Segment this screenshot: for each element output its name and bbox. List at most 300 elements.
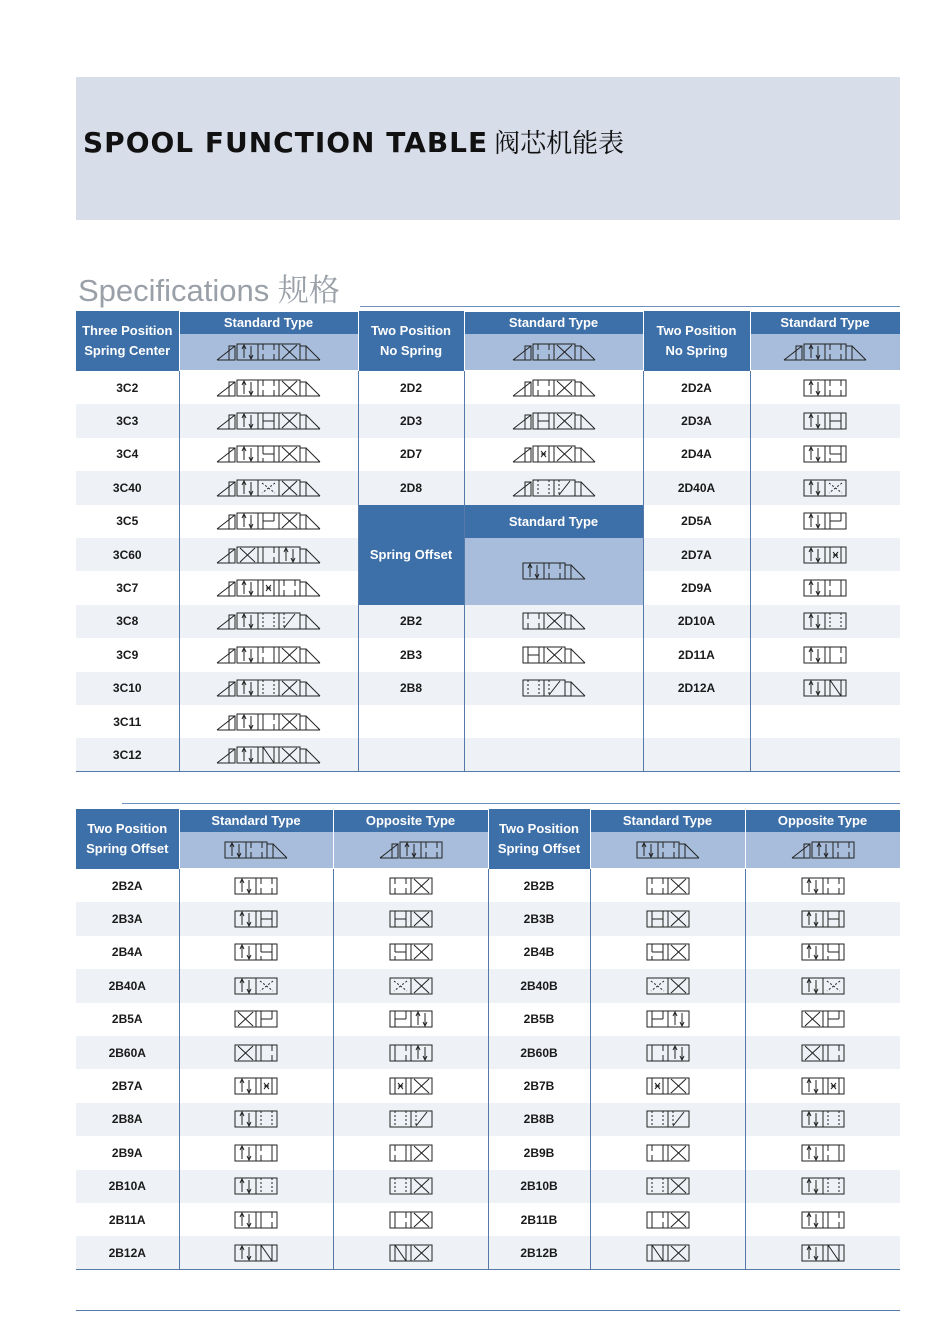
spool-table-1 (76, 311, 901, 772)
spool-symbol-icon (233, 1210, 279, 1230)
model-code (488, 1203, 590, 1236)
spool-symbol-icon (215, 678, 322, 698)
model-code (643, 505, 750, 538)
spool-symbol-icon (511, 342, 597, 362)
page-title-cn: 阀芯机能表 (494, 129, 625, 159)
model-code (488, 936, 590, 969)
section-title: Specifications 规格 (78, 273, 340, 308)
table-row (76, 404, 900, 437)
header-three-position: Three Position Spring Center (76, 311, 179, 371)
table-row (76, 1136, 900, 1169)
table-row (76, 738, 900, 771)
model-code (643, 471, 750, 504)
spool-symbol-icon (233, 876, 279, 896)
model-code (76, 571, 179, 604)
model-code-label: 3C4 (116, 447, 139, 462)
spool-symbol-icon (388, 1210, 434, 1230)
header-standard-type: Standard Type (750, 311, 900, 371)
spool-symbol-icon (645, 876, 691, 896)
page-title: SPOOL FUNCTION TABLE 阀芯机能表 (83, 126, 625, 159)
model-code (488, 1036, 590, 1069)
model-code (488, 1069, 590, 1102)
spool-symbol-icon (802, 411, 848, 431)
symbol-cell (745, 1136, 900, 1169)
spool-symbol-icon (800, 876, 846, 896)
footer-divider (76, 1310, 900, 1311)
model-code (488, 902, 590, 935)
spool-symbol-icon (215, 545, 322, 565)
spool-symbol-icon (802, 611, 848, 631)
symbol-cell (464, 404, 643, 437)
model-code-label: 2B9A (111, 1145, 143, 1160)
model-code (643, 404, 750, 437)
spool-symbol-icon (635, 840, 701, 860)
spool-symbol-icon (378, 840, 444, 860)
model-code (76, 471, 179, 504)
symbol-cell (179, 505, 358, 538)
header-standard-type: Standard Type (590, 809, 745, 869)
model-code (488, 1136, 590, 1169)
symbol-cell (179, 672, 358, 705)
symbol-cell (464, 471, 643, 504)
model-code-label: 2D2A (681, 380, 712, 395)
symbol-cell (750, 538, 900, 571)
model-code-label: 3C5 (116, 514, 139, 529)
table-row (76, 538, 900, 571)
model-code (76, 969, 179, 1002)
divider (360, 306, 900, 307)
symbol-cell (333, 1136, 488, 1169)
symbol-cell (179, 969, 333, 1002)
spool-symbol-icon (233, 1009, 279, 1029)
spool-symbol-icon (388, 976, 434, 996)
model-code (76, 1069, 179, 1102)
spool-symbol-icon (511, 444, 597, 464)
symbol-cell (179, 1203, 333, 1236)
spool-symbol-icon (233, 909, 279, 929)
model-code-label: 2B7A (111, 1079, 143, 1094)
spool-symbol-icon (215, 378, 322, 398)
spool-symbol-icon (802, 678, 848, 698)
symbol-cell (590, 902, 745, 935)
symbol-cell (179, 738, 358, 771)
symbol-cell (333, 1236, 488, 1269)
model-code-label: 2B11B (520, 1212, 558, 1227)
model-code (358, 672, 464, 705)
symbol-cell (745, 1203, 900, 1236)
model-code-label: 2D12A (677, 681, 716, 696)
model-code (76, 738, 179, 771)
symbol-cell (333, 1170, 488, 1203)
model-code (358, 638, 464, 671)
model-code (643, 571, 750, 604)
spool-symbol-icon (800, 1210, 846, 1230)
spool-symbol-icon (800, 1143, 846, 1163)
symbol-cell (179, 1069, 333, 1102)
spool-symbol-icon (802, 478, 848, 498)
title-banner (76, 77, 900, 220)
symbol-cell (333, 1003, 488, 1036)
spool-symbol-icon (215, 444, 322, 464)
symbol-cell (750, 438, 900, 471)
spool-symbol-icon (800, 1243, 846, 1263)
spool-symbol-icon (215, 745, 322, 765)
symbol-cell (590, 1136, 745, 1169)
model-code (76, 1103, 179, 1136)
model-code-label: 2B9B (523, 1145, 555, 1160)
spool-symbol-icon (802, 578, 848, 598)
spool-symbol-icon (511, 478, 597, 498)
spool-symbol-icon (800, 976, 846, 996)
model-code (643, 638, 750, 671)
symbol-cell (333, 1203, 488, 1236)
model-code (76, 538, 179, 571)
spool-symbol-icon (802, 545, 848, 565)
model-code (76, 404, 179, 437)
model-code-label: 2B8B (523, 1112, 555, 1127)
symbol-cell (750, 638, 900, 671)
header-two-position-no-spring: Two Position No Spring (358, 311, 464, 371)
model-code-label: 3C2 (116, 380, 139, 395)
table-row (76, 936, 900, 969)
symbol-cell (179, 538, 358, 571)
table-row (76, 672, 900, 705)
model-code-label: 2B3 (399, 647, 422, 662)
model-code-label: 2D2 (399, 380, 422, 395)
model-code-label: 3C11 (113, 714, 142, 729)
model-code (76, 936, 179, 969)
model-code-label: 2B60A (108, 1045, 146, 1060)
model-code (76, 1136, 179, 1169)
table-row (76, 869, 900, 902)
model-code (76, 1036, 179, 1069)
symbol-cell (179, 1236, 333, 1269)
header-two-position-no-spring: Two Position No Spring (643, 311, 750, 371)
spool-symbol-icon (215, 342, 322, 362)
model-code-label: 2B5B (523, 1012, 555, 1027)
spool-symbol-icon (800, 1076, 846, 1096)
model-code (488, 1236, 590, 1269)
spool-symbol-icon (388, 1043, 434, 1063)
model-code (76, 1170, 179, 1203)
symbol-cell (179, 571, 358, 604)
table-row (76, 1203, 900, 1236)
spool-symbol-icon (233, 942, 279, 962)
symbol-cell (590, 1069, 745, 1102)
model-code (488, 969, 590, 1002)
spool-symbol-icon (388, 1143, 434, 1163)
spool-symbol-icon (215, 511, 322, 531)
spool-symbol-icon (645, 909, 691, 929)
spool-symbol-icon (645, 1109, 691, 1129)
spool-symbol-icon (645, 1243, 691, 1263)
model-code (76, 1003, 179, 1036)
symbol-cell (179, 705, 358, 738)
header-standard-type: Standard Type (464, 311, 643, 371)
table-row (76, 1069, 900, 1102)
model-code-label: 2B40B (520, 978, 558, 993)
symbol-cell (590, 1170, 745, 1203)
symbol-cell (750, 672, 900, 705)
symbol-cell (745, 869, 900, 902)
model-code-label: 2D4A (681, 447, 712, 462)
table-header (76, 311, 900, 371)
table-row (76, 638, 900, 671)
model-code (358, 471, 464, 504)
spool-symbol-icon (388, 1109, 434, 1129)
symbol-cell (333, 902, 488, 935)
symbol-cell (750, 471, 900, 504)
model-code-label: 2B8A (111, 1112, 143, 1127)
table-row (76, 1036, 900, 1069)
table-row (76, 1103, 900, 1136)
model-code-label: 2B2A (111, 878, 143, 893)
symbol-cell (333, 969, 488, 1002)
model-code-label: 3C40 (112, 480, 142, 495)
symbol-cell (179, 936, 333, 969)
model-code (358, 371, 464, 404)
symbol-cell (464, 638, 643, 671)
spool-symbol-icon (388, 942, 434, 962)
symbol-cell (179, 1136, 333, 1169)
spool-symbol-icon (802, 511, 848, 531)
spool-symbol-icon (388, 1076, 434, 1096)
spool-symbol-icon (521, 645, 587, 665)
symbol-cell (590, 1103, 745, 1136)
table-row (76, 969, 900, 1002)
spool-symbol-icon (645, 976, 691, 996)
spool-symbol-icon (802, 444, 848, 464)
symbol-cell (179, 1170, 333, 1203)
spool-symbol-icon (521, 561, 587, 581)
symbol-cell (590, 1203, 745, 1236)
symbol-cell (745, 1170, 900, 1203)
model-code-label: 2B2 (399, 614, 422, 629)
model-code (76, 371, 179, 404)
symbol-cell (590, 1003, 745, 1036)
model-code (488, 869, 590, 902)
model-code-label: 2B60B (520, 1045, 558, 1060)
spool-symbol-icon (215, 712, 322, 732)
model-code (643, 438, 750, 471)
symbol-cell (590, 1236, 745, 1269)
symbol-cell (750, 404, 900, 437)
model-code-label: 2B7B (523, 1079, 555, 1094)
model-code (643, 371, 750, 404)
spool-symbol-icon (388, 876, 434, 896)
model-code-label: 2D3A (681, 414, 712, 429)
spool-table-2 (76, 809, 901, 1270)
model-code-label: 2B3A (111, 912, 143, 927)
model-code-label: 2B12A (108, 1245, 146, 1260)
spool-symbol-icon (233, 976, 279, 996)
model-code-label: 2B2B (523, 878, 555, 893)
symbol-cell (179, 471, 358, 504)
symbol-cell (745, 936, 900, 969)
model-code-label: 3C8 (116, 614, 139, 629)
symbol-cell (179, 404, 358, 437)
model-code-label: 2D40A (677, 480, 716, 495)
symbol-cell (179, 1103, 333, 1136)
symbol-cell (745, 1236, 900, 1269)
model-code (76, 438, 179, 471)
table-row (76, 902, 900, 935)
symbol-cell (333, 1103, 488, 1136)
model-code-label: 2B4A (111, 945, 143, 960)
table-row (76, 1236, 900, 1269)
model-code (488, 1170, 590, 1203)
spool-symbol-icon (388, 909, 434, 929)
symbol-cell (179, 438, 358, 471)
symbol-cell (745, 902, 900, 935)
symbol-cell (179, 638, 358, 671)
spool-symbol-icon (645, 1143, 691, 1163)
spool-symbol-icon (233, 1143, 279, 1163)
spool-symbol-icon (215, 411, 322, 431)
spring-offset-label: Spring Offset (358, 505, 464, 605)
header-two-position-spring-offset: Two Position Spring Offset (488, 809, 590, 869)
model-code-label: 2D7A (681, 547, 712, 562)
symbol-cell (750, 605, 900, 638)
model-code (76, 902, 179, 935)
model-code (76, 705, 179, 738)
divider (122, 803, 900, 804)
model-code-label: 2B4B (523, 945, 555, 960)
spool-symbol-icon (223, 840, 289, 860)
model-code (76, 1236, 179, 1269)
header-standard-type: Standard Type (179, 311, 358, 371)
spool-symbol-icon (215, 611, 322, 631)
spool-symbol-icon (233, 1043, 279, 1063)
symbol-cell (745, 1069, 900, 1102)
model-code-label: 3C9 (116, 647, 139, 662)
spool-symbol-icon (233, 1109, 279, 1129)
model-code-label: 2D7 (399, 447, 422, 462)
symbol-cell (750, 505, 900, 538)
symbol-cell (745, 1103, 900, 1136)
spool-symbol-icon (388, 1176, 434, 1196)
spool-symbol-icon (511, 411, 597, 431)
symbol-cell (590, 969, 745, 1002)
model-code (358, 404, 464, 437)
model-code (358, 605, 464, 638)
symbol-cell (590, 1036, 745, 1069)
table-row (76, 438, 900, 471)
model-code-label: 2B8 (399, 681, 422, 696)
table-row (76, 1003, 900, 1036)
spool-symbol-icon (800, 1009, 846, 1029)
symbol-cell (464, 438, 643, 471)
model-code-label: 2D5A (681, 514, 712, 529)
symbol-cell (333, 1036, 488, 1069)
spool-symbol-icon (802, 378, 848, 398)
model-code-label: 3C7 (116, 581, 139, 596)
symbol-cell (179, 605, 358, 638)
model-code-label: 3C3 (116, 414, 139, 429)
spool-symbol-icon (233, 1076, 279, 1096)
model-code (76, 869, 179, 902)
spool-symbol-icon (645, 1076, 691, 1096)
model-code-label: 2B40A (108, 978, 146, 993)
spool-symbol-icon (233, 1243, 279, 1263)
model-code-label: 3C12 (112, 747, 142, 762)
table-row (76, 471, 900, 504)
symbol-cell (179, 1036, 333, 1069)
model-code-label: 2D3 (399, 414, 422, 429)
model-code (488, 1003, 590, 1036)
table-row (76, 1170, 900, 1203)
spool-symbol-icon (800, 1109, 846, 1129)
model-code-label: 3C10 (112, 681, 142, 696)
model-code (76, 638, 179, 671)
model-code-label: 2B10B (520, 1179, 558, 1194)
symbol-cell (333, 936, 488, 969)
model-code-label: 2D11A (678, 647, 715, 662)
table-row (76, 605, 900, 638)
spring-offset-header-symbol (464, 538, 643, 605)
spool-symbol-icon (800, 909, 846, 929)
spool-symbol-icon (215, 578, 322, 598)
symbol-cell (590, 936, 745, 969)
symbol-cell (464, 371, 643, 404)
spool-symbol-icon (800, 942, 846, 962)
model-code-label: 2D10A (677, 614, 716, 629)
symbol-cell (745, 1036, 900, 1069)
table-row (76, 705, 900, 738)
spool-symbol-icon (782, 342, 868, 362)
symbol-cell (179, 902, 333, 935)
spool-symbol-icon (645, 1210, 691, 1230)
spool-symbol-icon (215, 645, 322, 665)
spool-symbol-icon (521, 611, 587, 631)
symbol-cell (179, 1003, 333, 1036)
spool-symbol-icon (645, 1043, 691, 1063)
model-code (76, 1203, 179, 1236)
model-code-label: 2B11A (108, 1212, 146, 1227)
model-code (76, 672, 179, 705)
table-header (76, 809, 900, 869)
symbol-cell (745, 969, 900, 1002)
symbol-cell (333, 1069, 488, 1102)
symbol-cell (179, 371, 358, 404)
symbol-cell (590, 869, 745, 902)
symbol-cell (464, 605, 643, 638)
model-code-label: 2B10A (108, 1179, 146, 1194)
model-code-label: 2B3B (523, 912, 555, 927)
header-opposite-type: Opposite Type (333, 809, 488, 869)
model-code-label: 2D8 (399, 480, 422, 495)
symbol-cell (750, 571, 900, 604)
spool-symbol-icon (233, 1176, 279, 1196)
model-code (76, 605, 179, 638)
model-code (643, 538, 750, 571)
table-row (76, 371, 900, 404)
spring-offset-standard-type: Standard Type (464, 505, 643, 538)
header-opposite-type: Opposite Type (745, 809, 900, 869)
spool-symbol-icon (388, 1009, 434, 1029)
spool-symbol-icon (645, 942, 691, 962)
spool-symbol-icon (790, 840, 856, 860)
model-code-label: 2B5A (111, 1012, 143, 1027)
symbol-cell (333, 869, 488, 902)
model-code (76, 505, 179, 538)
spool-symbol-icon (800, 1176, 846, 1196)
spool-symbol-icon (645, 1009, 691, 1029)
spool-symbol-icon (521, 678, 587, 698)
model-code (488, 1103, 590, 1136)
spool-symbol-icon (645, 1176, 691, 1196)
header-standard-type: Standard Type (179, 809, 333, 869)
